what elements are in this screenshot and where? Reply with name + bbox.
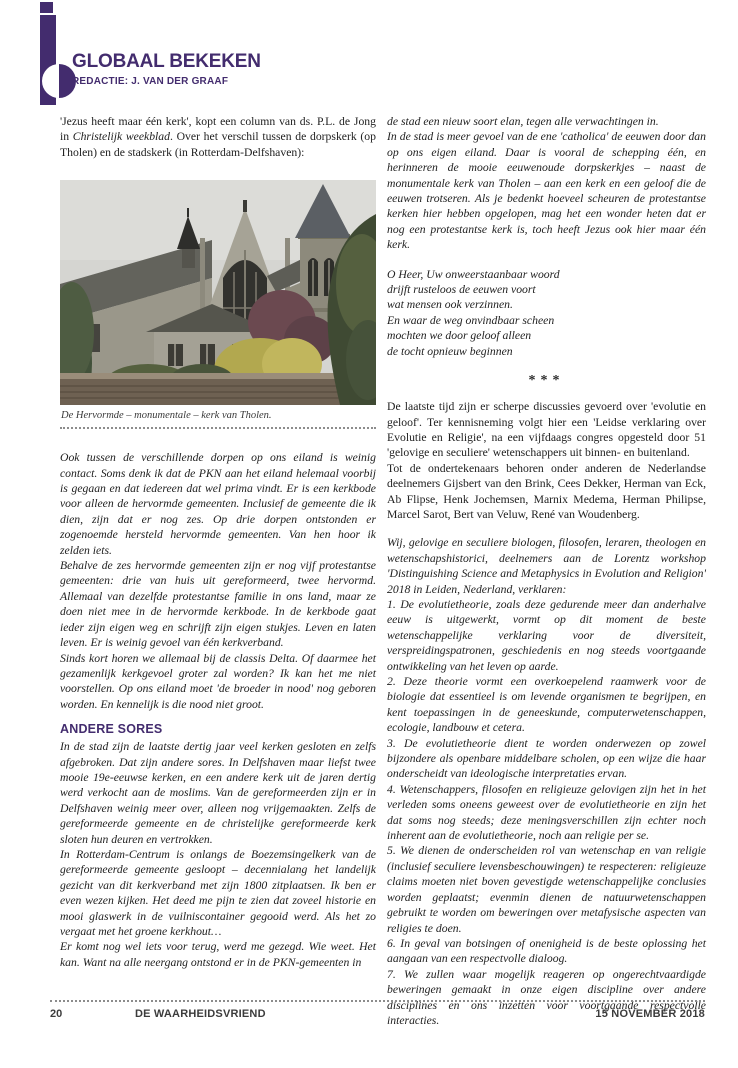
left-column — [60, 114, 376, 1028]
quote-paragraph: de stad een nieuw soort elan, tegen alle verwachtingen in. — [387, 115, 659, 128]
masthead-square-ornament — [40, 2, 53, 13]
section-separator-stars: *** — [528, 373, 565, 389]
declaration-item: 7. We zullen waar mogelijk reageren op ongerechtvaardigde beweringen gemaakt in onze eigen discipline over andere disciplines en ons inzetten voor voortgaande respectvolle interacties. — [387, 967, 706, 1027]
page-title: GLOBAAL BEKEKEN — [72, 51, 261, 72]
church-photo — [60, 180, 376, 405]
church-photo-figure — [60, 180, 376, 429]
quote-paragraph: Er komt nog wel iets voor terug, werd me gezegd. Wie weet. Het kan. Want na alle neergang ontstond er in de PKN-gemeenten in — [60, 940, 376, 969]
poem-line: O Heer, Uw onweerstaanbaar woord — [387, 267, 560, 281]
declaration-item: 2. Deze theorie vormt een overkoepelend raamwerk voor de biologie dat essentieel is om levende organismen te begrijpen, en kent toepassingen in de geneeskunde, computerwetenschappen, ecologie, landbouw et cetera. — [387, 675, 706, 735]
intro-paragraph — [60, 114, 376, 160]
quote-paragraph: Sinds kort horen we allemaal bij de classis Delta. Of daarmee het gezamenlijk kerkgevoel groter zal worden? Ik kan het me niet voorstellen. Op ons eiland moet 'de broeder in nood' nog geboren worden. En kennelijk is die nood niet groot. — [60, 651, 376, 711]
poem-line: En waar de weg onvindbaar scheen — [387, 313, 555, 327]
intro-text-before: 'Jezus heeft maar één kerk', kopt een column van ds. P.L. de Jong in — [60, 115, 376, 144]
right-column — [387, 114, 706, 1028]
editor-byline: REDACTIE: J. VAN DER GRAAF — [72, 76, 229, 87]
quote-paragraph: In Rotterdam-Centrum is onlangs de Boezemsingelkerk van de gereformeerde gemeente gesloopt – decennialang het landelijk gezicht van dit kerkverband met zijn 1800 zitplaatsen. Ik ben er even wezen kijken. Het deed me pijn te zien dat zoveel historie en mooi glaswerk in de vuilniscontainer gegooid werd. Als het zo vergaat met het groene kerkhout… — [60, 847, 376, 938]
magazine-title-italic: Christelijk weekblad — [72, 130, 170, 144]
quote-paragraph: In de stad is meer gevoel van de ene 'catholica' de eeuwen door dan op ons eigen eiland. Daar is vooral de schepping één, en herinneren de mooie eeuwenoude dorpskerkjes – naast de monumentale kerk van Tholen – aan een kerk en een geloof die de eeuwen trotseren. Als je bedenkt hoeveel scheuren de protestantse kerken hier hebben opgelopen, mag het een wonder heten dat er nog een protestantse kerk is, toch heeft Jezus ook hier maar één kerk. — [387, 130, 706, 252]
quote-paragraph: Behalve de zes hervormde gemeenten zijn er nog vijf protestantse gemeenten: drie van huis uit gereformeerd, twee hervormd. Allemaal van dezelfde protestantse familie in ons land, maar ze doen niet mee in de hervormde kerkbode. In de kerkbode gaat ieder zijn eigen weg en schrijft zijn eigen stukjes. Leven en laten leven. Er is weinig gevoel van één kerkverband. — [60, 559, 376, 650]
masthead — [72, 52, 261, 87]
poem-line: de tocht opnieuw beginnen — [387, 344, 513, 358]
declaration-item: 3. De evolutietheorie dient te worden onderwezen op zowel bijzondere als openbare middelbare scholen, op een wijze die haar onderscheidt van ideologische interpretaties ervan. — [387, 736, 706, 781]
declaration-item: 4. Wetenschappers, filosofen en religieuze gelovigen zijn het in het verleden soms oneens geweest over de evolutietheorie en zijn het dat soms nog steeds; deze meningsverschillen zijn echter noch inherent aan de evolutietheorie, noch aan religie per se. — [387, 782, 706, 843]
quote-paragraph: Ook tussen de verschillende dorpen op ons eiland is weinig contact. Soms denk ik dat de PKN aan het eiland helemaal voorbij is gegaan en dat iedereen dat wel prima vindt. Er is een kerkbode voor alleen de hervormde gemeenten. Inclusief de gemeente die ik dien, zijn dat er nog zes. Op drie dorpen ontstonden er zogenoemde hersteld hervormde gemeenten. Van hen hoor ik zelden iets. — [60, 451, 376, 557]
article-body — [60, 114, 706, 1028]
photo-caption: De Hervormde – monumentale – kerk van Tholen. — [60, 405, 376, 429]
poem — [387, 267, 706, 359]
intro-text-after: . Over het verschil tussen de dorpskerk (op Tholen) en de stadskerk (in Rotterdam-Delfshaven): — [60, 130, 376, 159]
quote-paragraph: In de stad zijn de laatste dertig jaar veel kerken gesloten en zelfs afgebroken. Dat zijn andere sores. In Delfshaven maar liefst twee mooie 19e-eeuwse kerken, en een andere kerk uit de jaren dertig werd verkocht aan de moslims. Van de gereformeerden zijn er in Delfshaven weinig meer over, alleen nog vrijgemaakten. Zelfs de gereformeerde gemeente en de christelijke gereformeerde kerk sloten hun deuren en vertrokken. — [60, 740, 376, 846]
editorial-paragraph: De laatste tijd zijn er scherpe discussies gevoerd over 'evolutie en geloof'. Ter kennisneming volgt hier een 'Leidse verklaring over Evolutie en Religie', na een vijfdaags congres opgesteld door 51 'gelovige en seculiere' wetenschappers uit binnen- en buitenland. — [387, 400, 706, 460]
declaration-item: 1. De evolutietheorie, zoals deze gedurende meer dan anderhalve eeuw is uitgewerkt, vormt op dit moment de beste wetenschappelijke verklaring voor de diversiteit, verspreidingspatronen, geschiedenis en nog steeds voortgaande ontwikkeling van het leven op aarde. — [387, 597, 706, 673]
magazine-name: DE WAARHEIDSVRIEND — [135, 1008, 266, 1020]
issue-date: 15 NOVEMBER 2018 — [595, 1008, 705, 1020]
editorial-paragraph: Tot de ondertekenaars behoren onder anderen de Nederlandse deelnemers Gijsbert van den Brink, Cees Dekker, Herman van Eck, Ab Flipse, Henk Jochemsen, Marnix Medema, Herman Philipse, Marcel Sarot, Bert van Veluw, René van Woudenberg. — [387, 461, 706, 521]
declaration-item: 6. In geval van botsingen of onenigheid is de beste oplossing het aangaan van een respectvolle dialoog. — [387, 936, 706, 966]
page-number: 20 — [50, 1008, 63, 1020]
declaration-item: 5. We dienen de onderscheiden rol van wetenschap en van religie (inclusief seculiere levensbeschouwingen) te respecteren: religieuze claims moeten niet boven gevestigde wetenschappelijke conclusies worden geplaatst; evenmin dienen de natuurwetenschappen gebruikt te worden om beweringen over metafysische aspecten van religies te doen. — [387, 844, 706, 935]
declaration-intro: Wij, gelovige en seculiere biologen, filosofen, leraren, theologen en wetenschapshistorici, deelnemers aan de Lorentz workshop 'Distinguishing Science and Metaphysics in Evolution and Religion' 2018 in Leiden, Nederland, verklaren: — [387, 536, 706, 596]
page-footer — [50, 1000, 705, 1020]
masthead-circle-logo — [42, 64, 76, 98]
poem-line: drijft rusteloos de eeuwen voort — [387, 283, 536, 297]
poem-line: wat mensen ook verzinnen. — [387, 298, 513, 312]
poem-line: mochten we door geloof alleen — [387, 329, 532, 343]
section-heading-andere-sores: ANDERE SORES — [60, 722, 163, 737]
